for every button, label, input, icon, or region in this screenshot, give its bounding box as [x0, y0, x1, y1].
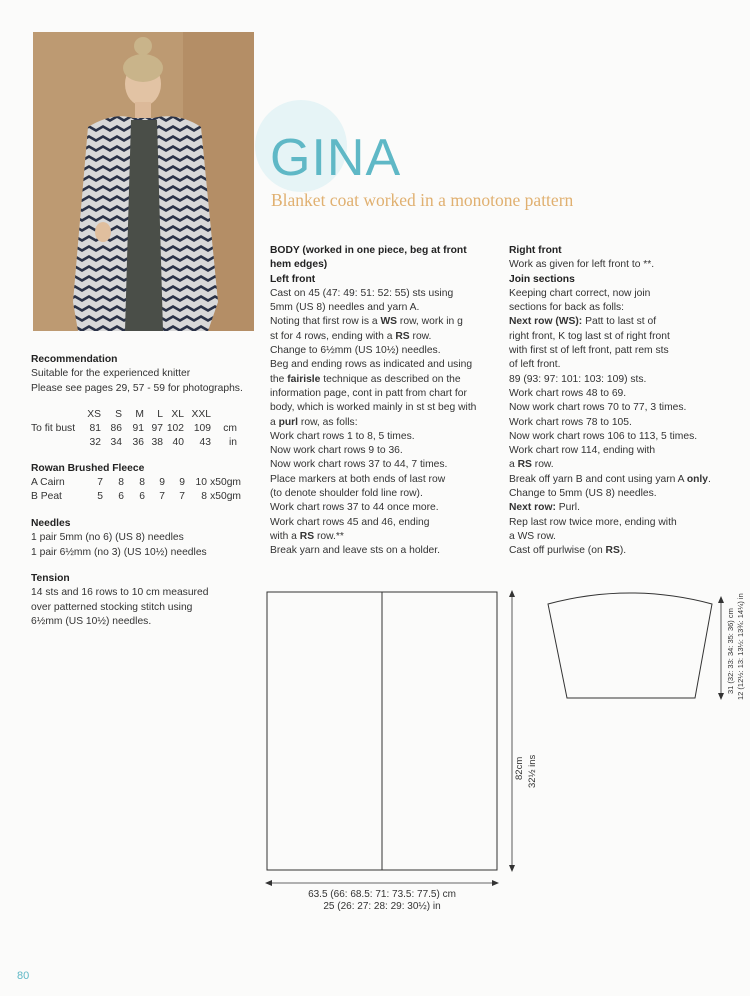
yarn-label: A Cairn [31, 477, 65, 489]
instruction-line: 5mm (US 8) needles and yarn A. [270, 302, 420, 314]
sleeve-in-label: 12 (12½: 13: 13½: 13¾: 14¼) in [736, 593, 745, 700]
yarn-value: 9 [159, 477, 165, 489]
instruction-line: Work chart rows 78 to 105. [509, 416, 632, 428]
instruction-line: Beg and ending rows as indicated and using [270, 359, 473, 371]
instruction-line: a purl row, as folls: [270, 416, 358, 428]
yarn-value: 8 [201, 491, 207, 503]
size-label: XL [171, 408, 184, 420]
height-in-label: 32½ ins [527, 754, 538, 788]
body-heading: hem edges) [270, 259, 328, 271]
needles-line: 1 pair 5mm (no 6) (US 8) needles [31, 532, 184, 544]
instruction-line: st for 4 rows, ending with a RS row. [270, 330, 432, 342]
instruction-line: with first st of left front, patt rem sts [509, 345, 669, 357]
yarn-table [31, 476, 241, 504]
bust-value: 97 [151, 422, 163, 434]
needles-heading: Needles [31, 518, 71, 530]
size-label: S [115, 408, 122, 420]
bust-value: 32 [89, 436, 101, 448]
instruction-line: the fairisle technique as described on the [270, 373, 461, 385]
bust-value: 102 [166, 422, 184, 434]
yarn-unit: x50gm [210, 477, 241, 489]
body-heading: BODY (worked in one piece, beg at front [270, 245, 467, 256]
recommendation-line: Please see pages 29, 57 - 59 for photographs. [31, 382, 243, 394]
sleeve-schematic [545, 588, 725, 703]
width-in-label: 25 (26: 27: 28: 29: 30½) in [323, 901, 441, 912]
yarn-label: B Peat [31, 491, 62, 503]
recommendation-line: Suitable for the experienced knitter [31, 368, 191, 380]
sizes-table [31, 408, 237, 450]
needles-line: 1 pair 6½mm (no 3) (US 10½) needles [31, 546, 207, 558]
size-label: M [135, 408, 144, 420]
size-label: XXL [191, 408, 211, 420]
sleeve-cm-label: 31 (32: 33: 34: 35: 36) cm [726, 608, 735, 694]
right-front-heading: Right front [509, 245, 562, 256]
instruction-line: Change to 6½mm (US 10½) needles. [270, 345, 441, 357]
instruction-line: of left front. [509, 359, 561, 371]
body-schematic [262, 585, 522, 890]
height-cm-label: 82cm [514, 756, 525, 780]
instruction-line: right front, K tog last st of right front [509, 330, 670, 342]
yarn-value: 8 [118, 477, 124, 489]
bust-value: 34 [110, 436, 122, 448]
instruction-line: body, which is worked mainly in st st beg with [270, 402, 477, 414]
yarn-value: 10 [195, 477, 207, 489]
tension-line: over patterned stocking stitch using [31, 601, 193, 613]
yarn-value: 7 [97, 477, 103, 489]
yarn-value: 7 [179, 491, 185, 503]
instruction-line: Now work chart rows 70 to 77, 3 times. [509, 402, 687, 414]
size-label: L [157, 408, 163, 420]
tension-line: 14 sts and 16 rows to 10 cm measured [31, 587, 209, 599]
instruction-line: Work chart rows 48 to 69. [509, 387, 627, 399]
yarn-heading: Rowan Brushed Fleece [31, 462, 145, 474]
model-photo [33, 32, 254, 331]
left-front-heading: Left front [270, 273, 316, 285]
instruction-line: (to denote shoulder fold line row). [270, 488, 423, 500]
instruction-line: Noting that first row is a WS row, work in g [270, 316, 463, 328]
page-subtitle: Blanket coat worked in a monotone pattern [271, 190, 574, 210]
width-label [262, 889, 502, 913]
bust-value: 91 [132, 422, 144, 434]
tension-heading: Tension [31, 573, 70, 585]
bust-value: 109 [193, 422, 211, 434]
instruction-line: Work chart rows 37 to 44 once more. [270, 502, 439, 514]
yarn-value: 5 [97, 491, 103, 503]
bust-value: 38 [151, 436, 163, 448]
yarn-value: 9 [179, 477, 185, 489]
instruction-line: Rep last row twice more, ending with [509, 516, 677, 528]
yarn-unit: x50gm [210, 491, 241, 503]
page-title: GINA [270, 129, 402, 187]
instruction-line: sections for back as folls: [509, 302, 625, 314]
yarn-value: 8 [139, 477, 145, 489]
instruction-line: a WS row. [509, 530, 556, 542]
instruction-line: Cast off purlwise (on RS). [509, 545, 627, 557]
instruction-line: Break off yarn B and cont using yarn A only. [509, 473, 711, 485]
instruction-line: Next row: Purl. [509, 502, 580, 514]
instruction-line: Work chart rows 45 and 46, ending [270, 516, 430, 528]
bust-unit: in [228, 436, 237, 448]
join-sections-heading: Join sections [509, 273, 575, 285]
bust-value: 86 [110, 422, 122, 434]
page-number: 80 [17, 970, 30, 982]
instruction-line: Work as given for left front to **. [509, 259, 655, 271]
instruction-line: 89 (93: 97: 101: 103: 109) sts. [509, 373, 647, 385]
instruction-line: information page, cont in patt from chart for [270, 387, 467, 399]
instruction-line: Now work chart rows 37 to 44, 7 times. [270, 459, 448, 471]
body-instructions [270, 244, 502, 559]
bust-unit: cm [223, 422, 237, 434]
instruction-line: Work chart row 114, ending with [509, 445, 656, 457]
instruction-line: Change to 5mm (US 8) needles. [509, 488, 657, 500]
yarn-value: 6 [139, 491, 145, 503]
yarn-value: 6 [118, 491, 124, 503]
instruction-line: Next row (WS): Patt to last st of [509, 316, 657, 328]
size-label: XS [87, 408, 101, 420]
yarn-value: 7 [159, 491, 165, 503]
bust-value: 81 [89, 422, 101, 434]
instruction-line: Break yarn and leave sts on a holder. [270, 545, 441, 557]
instruction-line: with a RS row.** [270, 530, 344, 542]
tension-line: 6½mm (US 10½) needles. [31, 615, 152, 627]
bust-value: 36 [132, 436, 144, 448]
instruction-line: Cast on 45 (47: 49: 51: 52: 55) sts using [270, 287, 454, 299]
instruction-line: Work chart rows 1 to 8, 5 times. [270, 430, 415, 442]
bust-label: To fit bust [31, 422, 76, 434]
width-cm-label: 63.5 (66: 68.5: 71: 73.5: 77.5) cm [308, 889, 456, 900]
bust-value: 40 [172, 436, 184, 448]
recommendation-heading: Recommendation [31, 354, 118, 365]
instruction-line: Now work chart rows 106 to 113, 5 times. [509, 430, 698, 442]
instruction-line: Keeping chart correct, now join [509, 287, 651, 299]
left-column [31, 353, 261, 629]
instruction-line: Now work chart rows 9 to 36. [270, 445, 403, 457]
right-front-instructions [509, 244, 741, 559]
instruction-line: Place markers at both ends of last row [270, 473, 446, 485]
instruction-line: a RS row. [509, 459, 554, 471]
bust-value: 43 [199, 436, 211, 448]
